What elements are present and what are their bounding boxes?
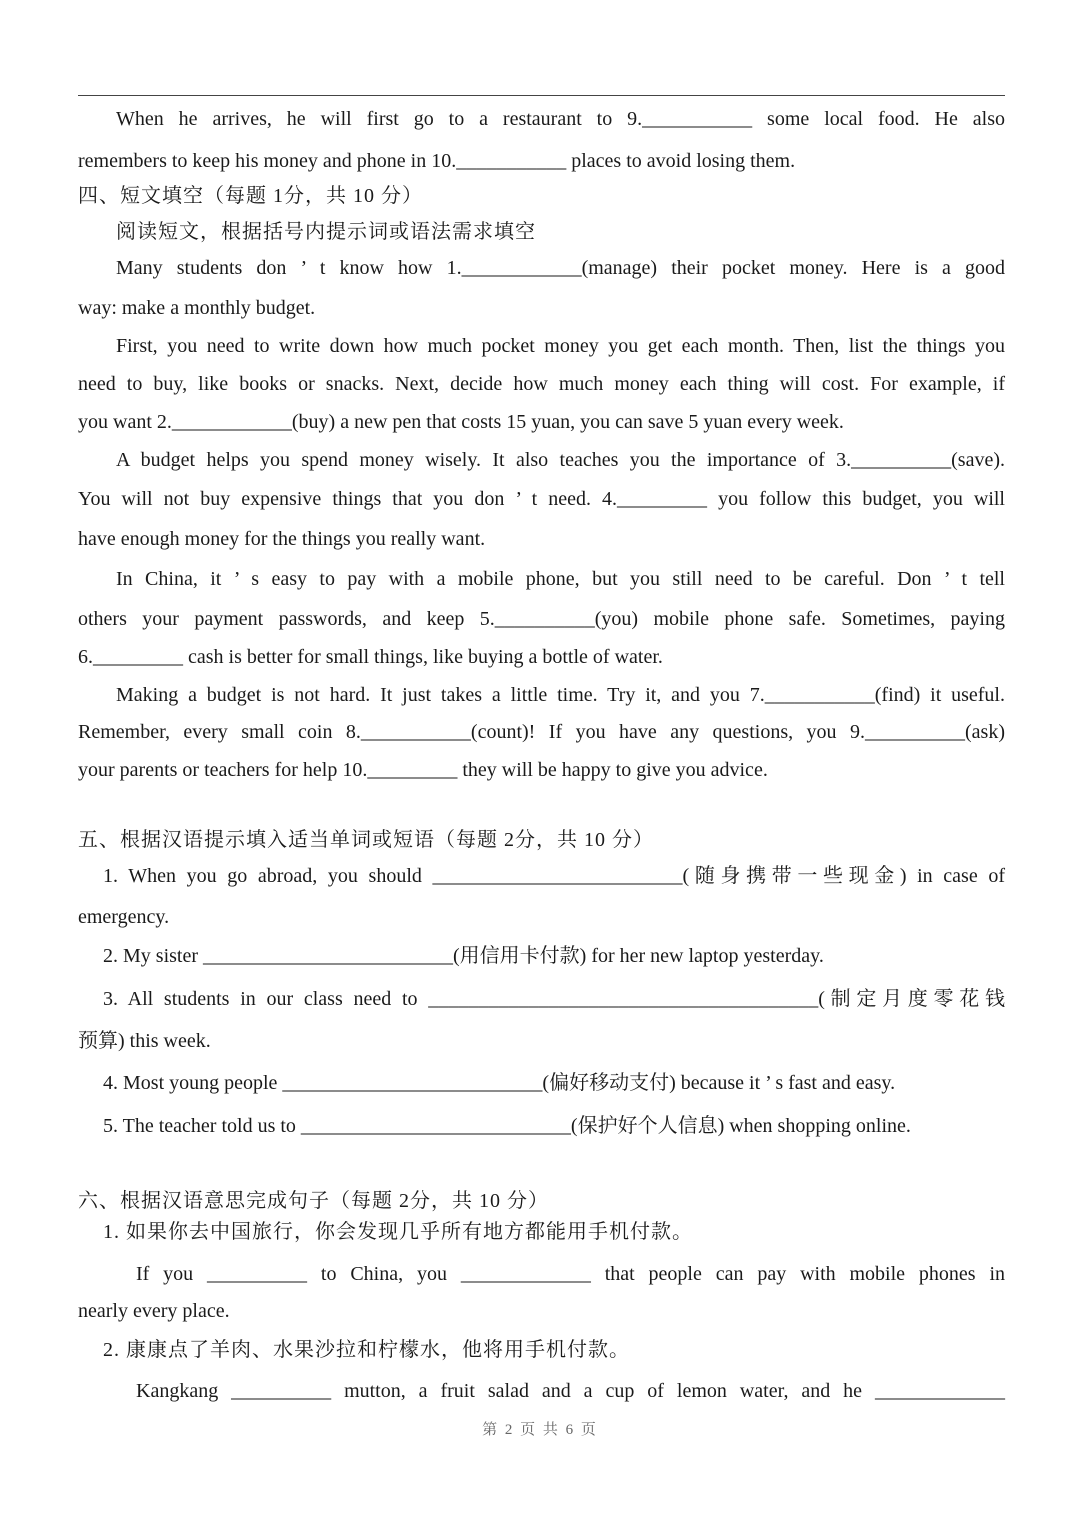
text-line: 6._________ cash is better for small things, like buying a bottle of water. xyxy=(78,646,663,668)
question-line: 2. My sister _________________________(用信用卡付款) for her new laptop yesterday. xyxy=(103,945,824,967)
text-line: remembers to keep his money and phone in 10.___________ places to avoid losing them. xyxy=(78,150,796,172)
question-line: 4. Most young people __________________________(偏好移动支付) because it ’ s fast and easy. xyxy=(103,1072,896,1094)
text-line: First, you need to write down how much pocket money you get each month. Then, list the things you xyxy=(116,335,1005,357)
text-line: way: make a monthly budget. xyxy=(78,297,316,319)
section-heading: 六、根据汉语意思完成句子（每题 2分，共 10 分） xyxy=(78,1190,549,1212)
page-number: 第 2 页 共 6 页 xyxy=(482,1422,598,1438)
instruction-line: 阅读短文，根据括号内提示词或语法需求填空 xyxy=(116,221,536,243)
text-line: Remember, every small coin 8.___________(count)! If you have any questions, you 9.__________(ask) xyxy=(78,721,1005,743)
text-line: Many students don ’ t know how 1.____________(manage) their pocket money. Here is a good xyxy=(116,257,1005,279)
text-line: When he arrives, he will first go to a restaurant to 9.___________ some local food. He also xyxy=(116,108,1005,130)
header-rule xyxy=(78,95,1005,96)
section-heading: 五、根据汉语提示填入适当单词或短语（每题 2分，共 10 分） xyxy=(78,829,654,851)
text-line: you want 2.____________(buy) a new pen that costs 15 yuan, you can save 5 yuan every week. xyxy=(78,411,844,433)
text-line: others your payment passwords, and keep 5.__________(you) mobile phone safe. Sometimes, paying xyxy=(78,608,1005,630)
question-line: 预算) this week. xyxy=(78,1030,211,1052)
question-line: 5. The teacher told us to ___________________________(保护好个人信息) when shopping online. xyxy=(103,1115,911,1137)
question-line: If you __________ to China, you _____________ that people can pay with mobile phones in xyxy=(136,1263,1005,1285)
question-line: Kangkang __________ mutton, a fruit salad and a cup of lemon water, and he _____________ xyxy=(136,1380,1005,1402)
question-line: emergency. xyxy=(78,906,170,928)
text-line: In China, it ’ s easy to pay with a mobile phone, but you still need to be careful. Don ’ t tell xyxy=(116,568,1005,590)
question-prompt: 2. 康康点了羊肉、水果沙拉和柠檬水，他将用手机付款。 xyxy=(103,1339,630,1361)
text-line: You will not buy expensive things that you don ’ t need. 4._________ you follow this budget, you will xyxy=(78,488,1005,510)
text-line: have enough money for the things you really want. xyxy=(78,528,486,550)
question-line: nearly every place. xyxy=(78,1300,230,1322)
question-prompt: 1. 如果你去中国旅行，你会发现几乎所有地方都能用手机付款。 xyxy=(103,1221,693,1243)
question-line: 3. All students in our class need to _______________________________________(制定月度零花钱 xyxy=(103,988,1005,1010)
section-heading: 四、短文填空（每题 1分，共 10 分） xyxy=(78,185,423,207)
text-line: need to buy, like books or snacks. Next, decide how much money each thing will cost. For example, if xyxy=(78,373,1005,395)
text-line: your parents or teachers for help 10._________ they will be happy to give you advice. xyxy=(78,759,768,781)
question-line: 1. When you go abroad, you should _________________________(随身携带一些现金) in case of xyxy=(103,865,1005,887)
text-line: Making a budget is not hard. It just takes a little time. Try it, and you 7.___________(find) it useful. xyxy=(116,684,1005,706)
text-line: A budget helps you spend money wisely. It also teaches you the importance of 3.__________(save). xyxy=(116,449,1005,471)
